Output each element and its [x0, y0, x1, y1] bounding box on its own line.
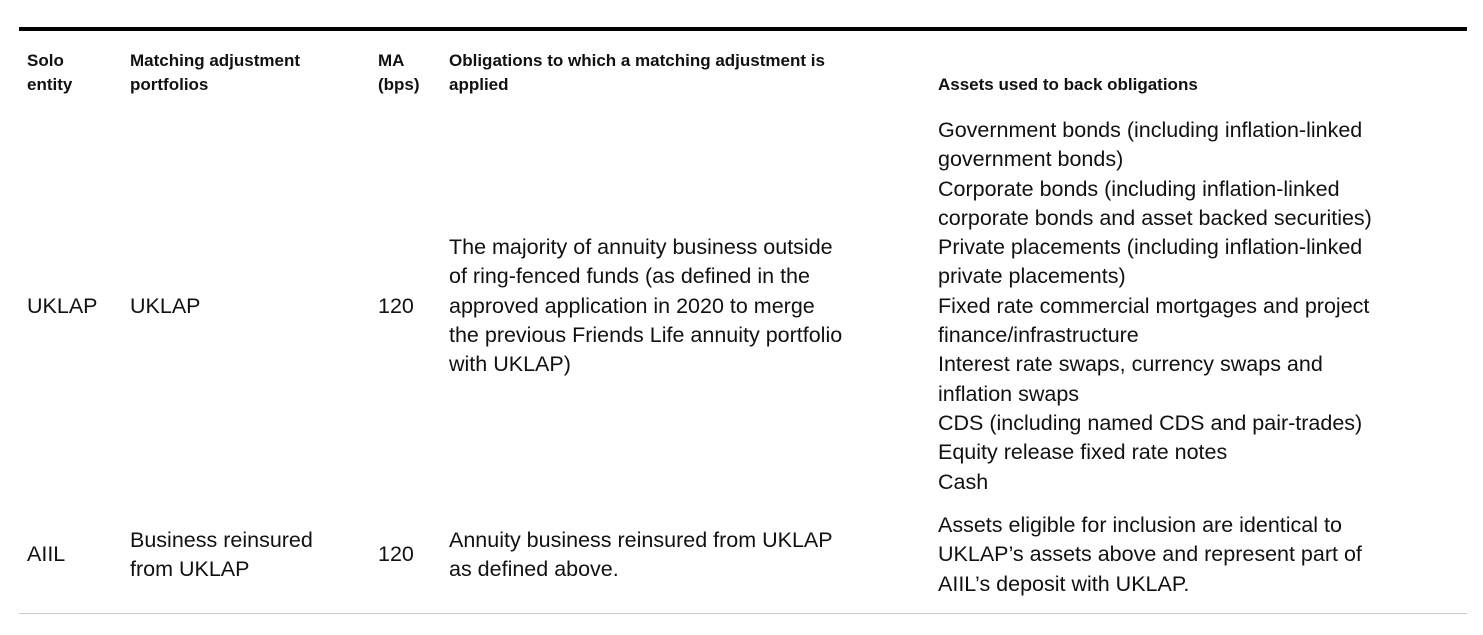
row-aiil-assets-line: AIIL’s deposit with UKLAP. — [938, 571, 1190, 596]
row-uklap-assets-line: Equity release fixed rate notes — [938, 440, 1228, 465]
row-uklap-assets — [938, 116, 1372, 497]
row-uklap-assets-line: Interest rate swaps, currency swaps and — [938, 352, 1323, 377]
header-obligations — [449, 49, 825, 97]
row-uklap-obligations-line: approved application in 2020 to merge — [449, 293, 815, 318]
row-aiil-ma-bps: 120 — [378, 542, 414, 566]
header-ma-bps-line: MA — [378, 51, 405, 70]
row-uklap-assets-line: private placements) — [938, 264, 1126, 289]
row-uklap-solo-entity: UKLAP — [27, 294, 98, 318]
header-portfolios-line: Matching adjustment — [130, 51, 301, 70]
header-assets — [938, 73, 1198, 97]
row-uklap-assets-line: corporate bonds and asset backed securities) — [938, 205, 1372, 230]
row-aiil-assets-line: Assets eligible for inclusion are identical to — [938, 513, 1342, 537]
header-ma-bps-line: (bps) — [378, 75, 420, 94]
row-aiil-obligations-line: Annuity business reinsured from UKLAP — [449, 528, 833, 552]
row-uklap-obligations-line: the previous Friends Life annuity portfolio — [449, 322, 843, 347]
row-uklap-assets-line: Fixed rate commercial mortgages and project — [938, 293, 1370, 318]
row-uklap-assets-line: finance/infrastructure — [938, 323, 1139, 348]
row-aiil-assets-line: UKLAP’s assets above and represent part of — [938, 542, 1362, 567]
row-aiil-portfolio-line: Business reinsured — [130, 528, 313, 552]
row-uklap-obligations-line: with UKLAP) — [449, 352, 571, 377]
row-uklap-obligations-line: The majority of annuity business outside — [449, 235, 833, 259]
row-aiil-portfolio — [130, 526, 313, 585]
row-uklap-assets-line: Cash — [938, 469, 989, 494]
row-uklap-obligations-line: of ring-fenced funds (as defined in the — [449, 264, 810, 289]
row-uklap-portfolio — [130, 292, 201, 321]
row-aiil-obligations-line: as defined above. — [449, 557, 619, 582]
header-obligations-line: Obligations to which a matching adjustment is — [449, 51, 825, 70]
row-aiil-assets — [938, 511, 1362, 599]
row-aiil-portfolio-line: from UKLAP — [130, 557, 250, 582]
header-ma-bps — [378, 49, 420, 97]
row-uklap-assets-line: Private placements (including inflation-linked — [938, 235, 1363, 260]
row-uklap-ma-bps: 120 — [378, 294, 414, 318]
header-solo-entity — [27, 49, 72, 97]
row-uklap-portfolio-line: UKLAP — [130, 294, 201, 318]
header-solo-entity-line: entity — [27, 75, 73, 94]
row-uklap-obligations — [449, 233, 842, 379]
row-uklap-assets-line: inflation swaps — [938, 381, 1080, 406]
header-portfolios-line: portfolios — [130, 75, 209, 94]
row-uklap-assets-line: Corporate bonds (including inflation-linked — [938, 176, 1340, 201]
row-uklap-assets-line: government bonds) — [938, 147, 1124, 172]
header-obligations-line: applied — [449, 75, 509, 94]
header-matching-adjustment-portfolios — [130, 49, 300, 97]
row-aiil-solo-entity: AIIL — [27, 542, 66, 566]
row-aiil-obligations — [449, 526, 833, 585]
row-uklap-assets-line: CDS (including named CDS and pair-trades) — [938, 410, 1363, 435]
header-assets-line: Assets used to back obligations — [938, 75, 1198, 94]
row-uklap-assets-line: Government bonds (including inflation-linked — [938, 118, 1363, 142]
header-solo-entity-line: Solo — [27, 51, 64, 70]
